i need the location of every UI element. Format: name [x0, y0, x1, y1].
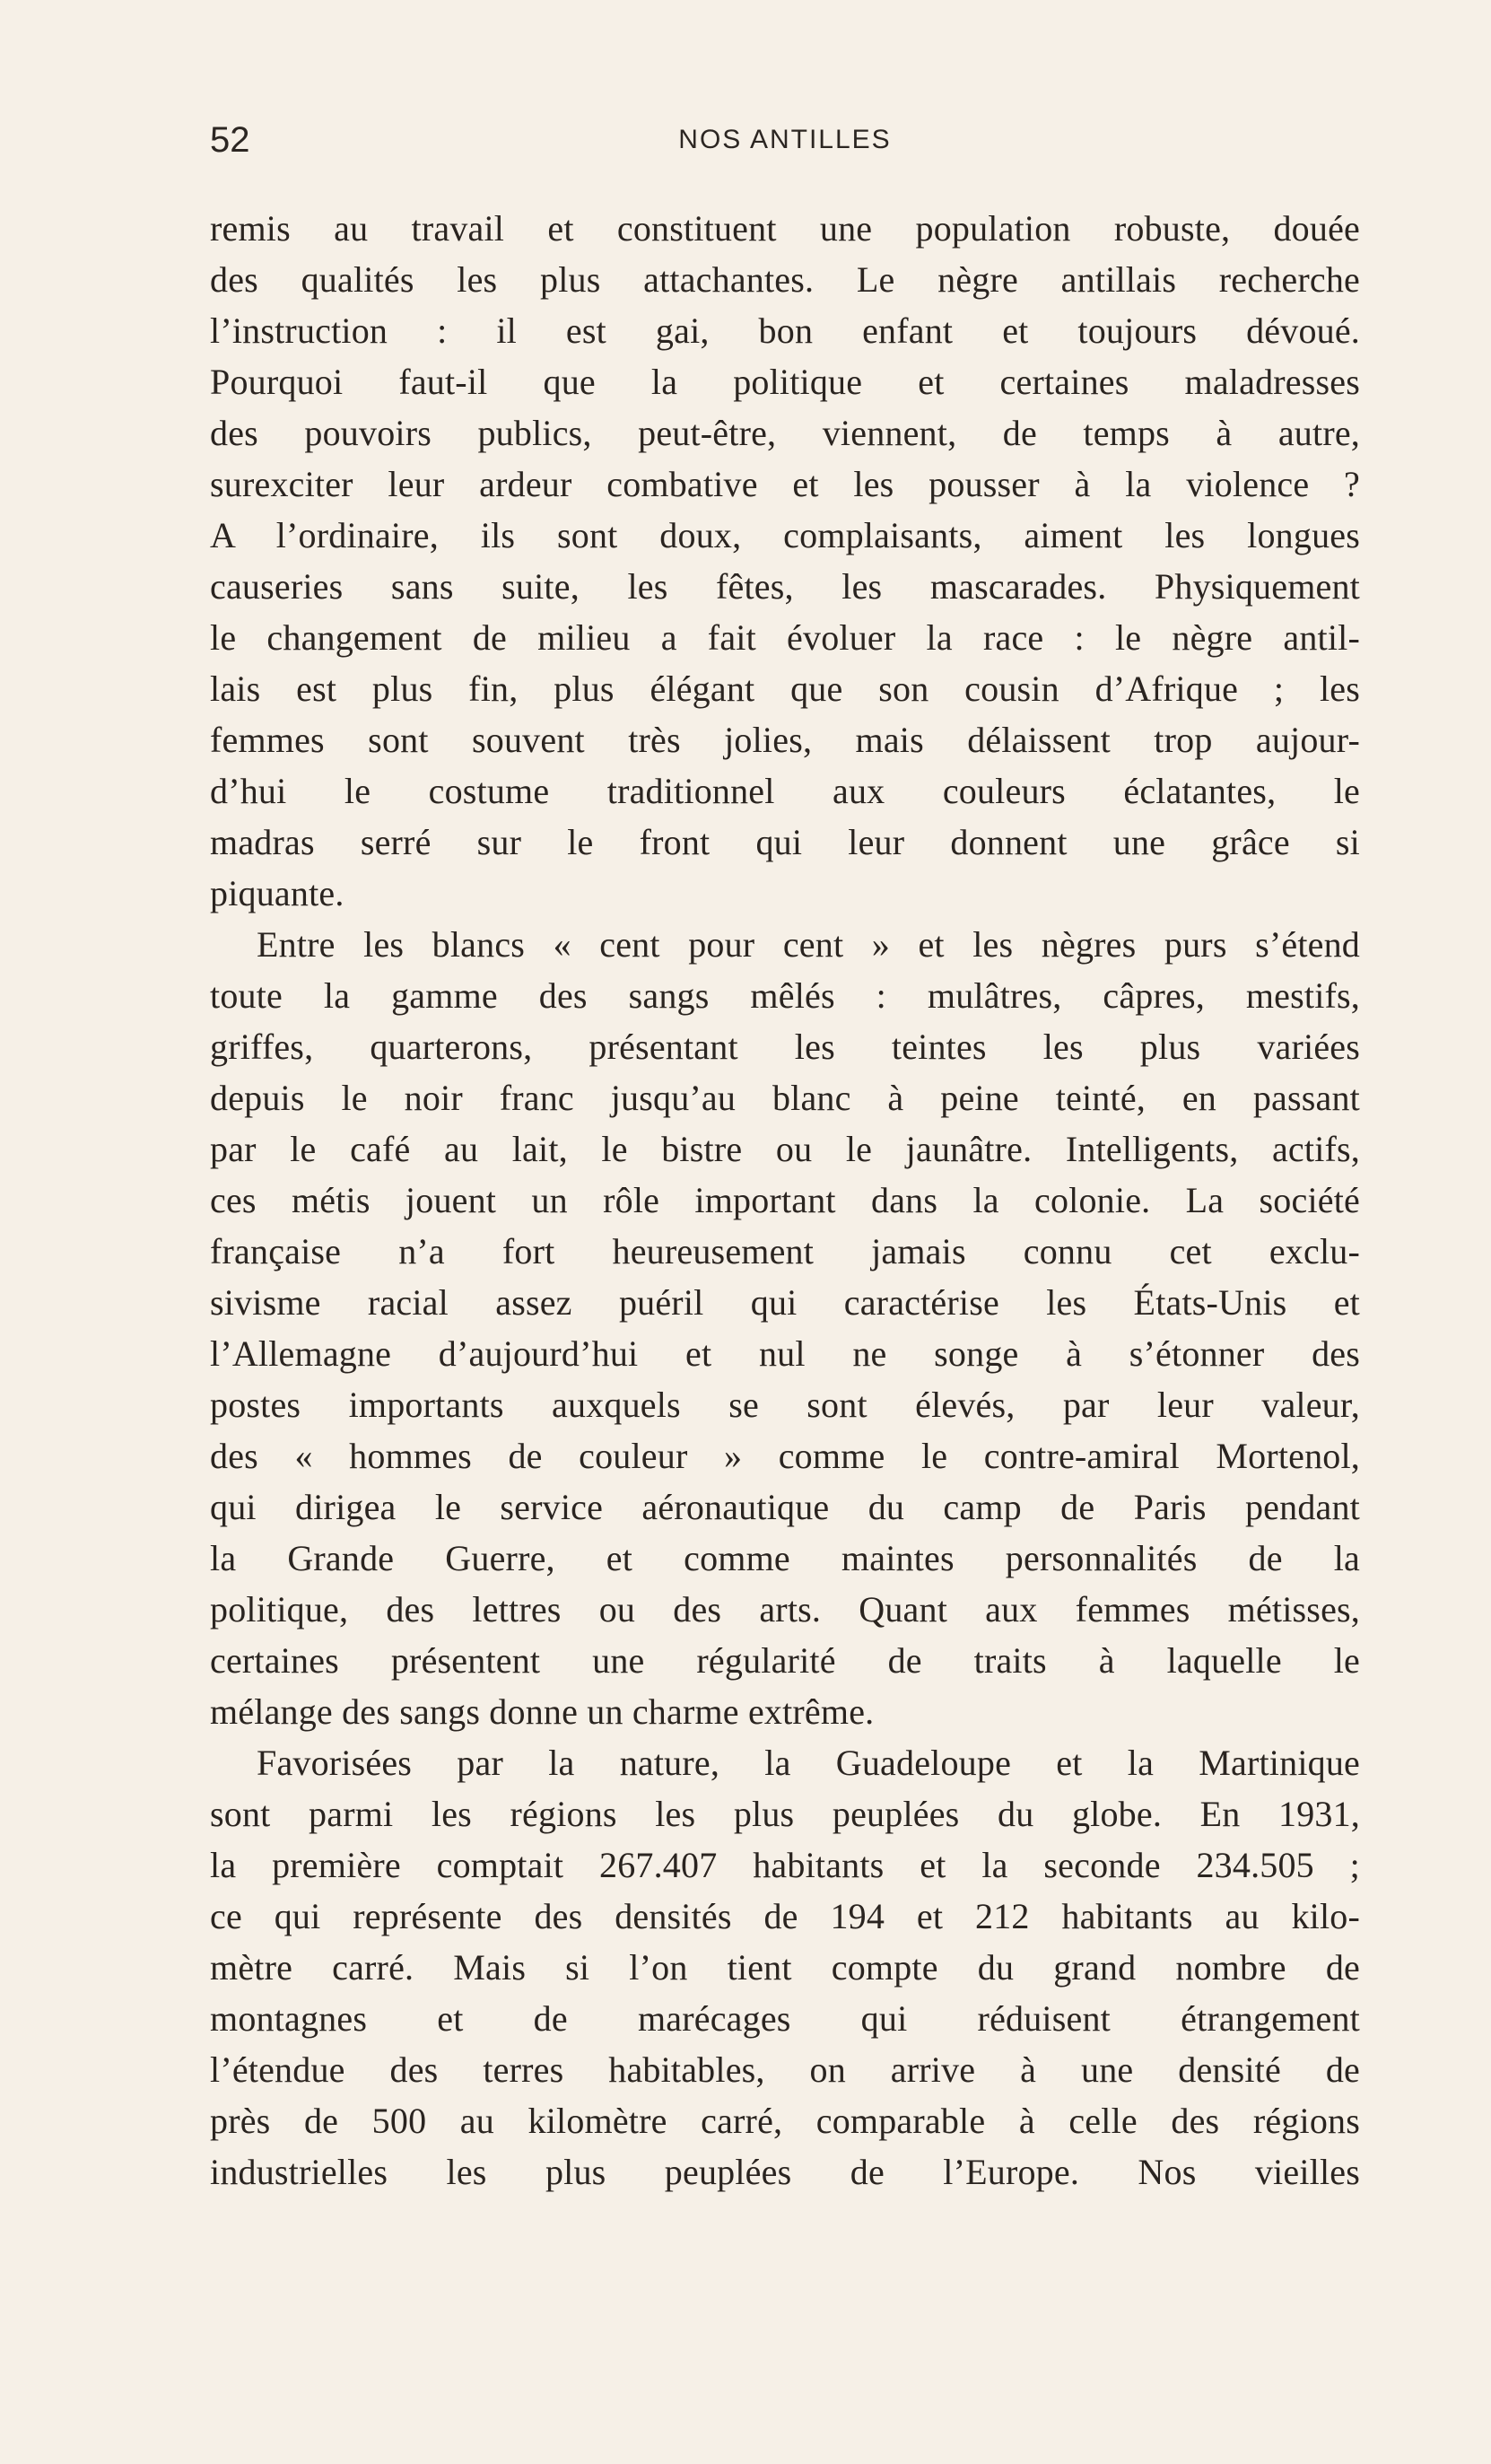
text-line: A l’ordinaire, ils sont doux, complaisants, aiment les longues	[210, 515, 1360, 555]
paragraph-start-line: Favorisées par la nature, la Guadeloupe et la Martinique	[257, 1743, 1360, 1783]
body-text	[210, 203, 1360, 2198]
text-line: sivisme racial assez puéril qui caractérise les États-Unis et	[210, 1282, 1360, 1323]
running-title: NOS ANTILLES	[678, 125, 892, 154]
text-line: mélange des sangs donne un charme extrême.	[210, 1691, 875, 1732]
text-line: causeries sans suite, les fêtes, les mascarades. Physiquement	[210, 566, 1360, 607]
text-line: depuis le noir franc jusqu’au blanc à peine teinté, en passant	[210, 1078, 1360, 1118]
text-line: la première comptait 267.407 habitants et la seconde 234.505 ;	[210, 1845, 1360, 1885]
text-line: montagnes et de marécages qui réduisent étrangement	[210, 1998, 1360, 2039]
text-line: le changement de milieu a fait évoluer la race : le nègre antil-	[210, 617, 1360, 658]
text-line: madras serré sur le front qui leur donnent une grâce si	[210, 822, 1360, 862]
text-line: qui dirigea le service aéronautique du camp de Paris pendant	[210, 1487, 1360, 1527]
text-line: mètre carré. Mais si l’on tient compte du grand nombre de	[210, 1947, 1360, 1988]
text-line: lais est plus fin, plus élégant que son cousin d’Afrique ; les	[210, 668, 1360, 709]
text-line: toute la gamme des sangs mêlés : mulâtres, câpres, mestifs,	[210, 975, 1360, 1016]
page-header	[210, 115, 1360, 165]
text-line: l’Allemagne d’aujourd’hui et nul ne songe à s’étonner des	[210, 1333, 1360, 1374]
text-line: politique, des lettres ou des arts. Quant aux femmes métisses,	[210, 1589, 1360, 1630]
text-line: des pouvoirs publics, peut-être, viennent, de temps à autre,	[210, 413, 1360, 453]
text-line: l’instruction : il est gai, bon enfant et toujours dévoué.	[210, 310, 1360, 351]
text-line: la Grande Guerre, et comme maintes personnalités de la	[210, 1538, 1360, 1578]
text-line: industrielles les plus peuplées de l’Europe. Nos vieilles	[210, 2152, 1360, 2192]
text-line: des qualités les plus attachantes. Le nègre antillais recherche	[210, 259, 1360, 300]
page-number: 52	[210, 120, 250, 160]
text-line: surexciter leur ardeur combative et les pousser à la violence ?	[210, 464, 1360, 504]
text-line: griffes, quarterons, présentant les teintes les plus variées	[210, 1027, 1360, 1067]
text-line: ces métis jouent un rôle important dans la colonie. La société	[210, 1180, 1360, 1220]
text-line: remis au travail et constituent une population robuste, douée	[210, 208, 1360, 249]
text-line: Pourquoi faut-il que la politique et certaines maladresses	[210, 362, 1360, 402]
text-line: par le café au lait, le bistre ou le jaunâtre. Intelligents, actifs,	[210, 1129, 1360, 1169]
paragraph-start-line: Entre les blancs « cent pour cent » et les nègres purs s’étend	[257, 924, 1360, 965]
text-line: certaines présentent une régularité de traits à laquelle le	[210, 1640, 1360, 1681]
text-line: ce qui représente des densités de 194 et 212 habitants au kilo-	[210, 1896, 1360, 1936]
text-line: femmes sont souvent très jolies, mais délaissent trop aujour-	[210, 720, 1360, 760]
text-line: d’hui le costume traditionnel aux couleurs éclatantes, le	[210, 771, 1360, 811]
text-line: près de 500 au kilomètre carré, comparable à celle des régions	[210, 2101, 1360, 2141]
text-line: piquante.	[210, 873, 344, 913]
text-line: des « hommes de couleur » comme le contre-amiral Mortenol,	[210, 1436, 1360, 1476]
text-line: l’étendue des terres habitables, on arrive à une densité de	[210, 2049, 1360, 2090]
text-line: française n’a fort heureusement jamais connu cet exclu-	[210, 1231, 1360, 1271]
text-line: postes importants auxquels se sont élevés, par leur valeur,	[210, 1385, 1360, 1425]
text-line: sont parmi les régions les plus peuplées du globe. En 1931,	[210, 1794, 1360, 1834]
